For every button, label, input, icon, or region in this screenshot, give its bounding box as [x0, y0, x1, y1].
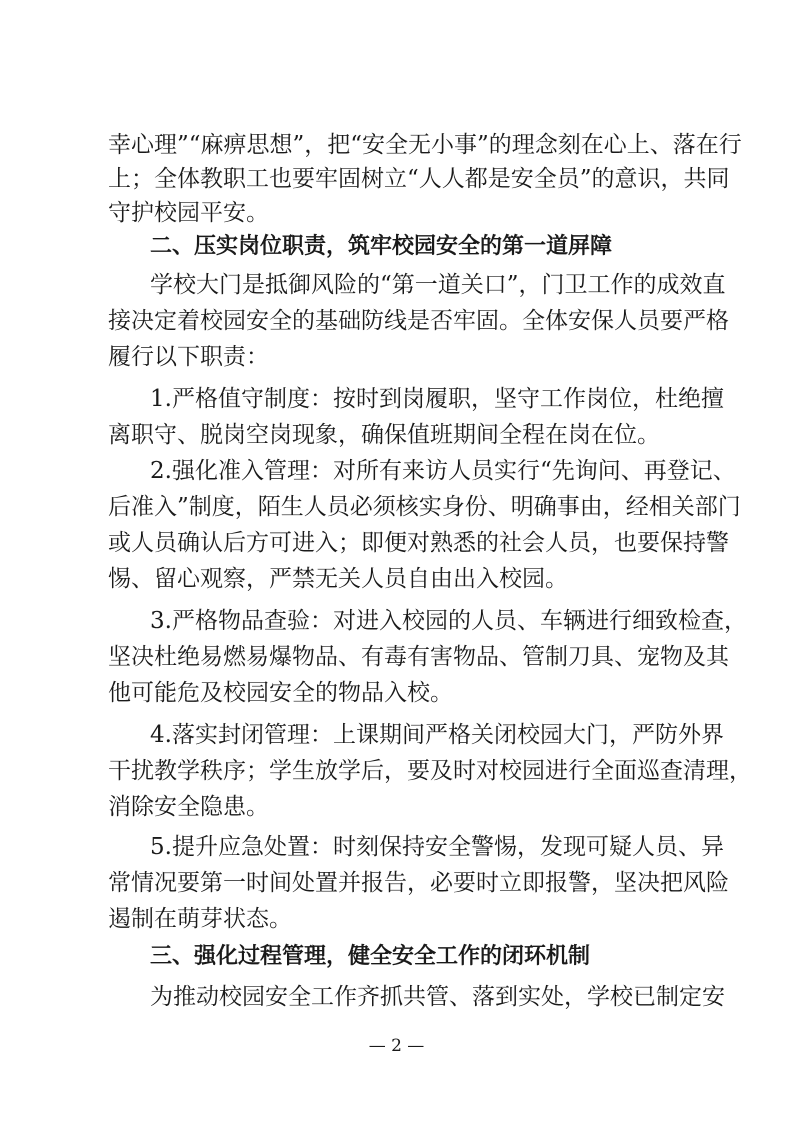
paragraph-line: 幸心理”“麻痹思想”，把“安全无小事”的理念刻在心上、落在行 — [108, 132, 742, 158]
paragraph-line: 接决定着校园安全的基础防线是否牢固。全体安保人员要严格 — [108, 308, 729, 334]
paragraph-line: 学校大门是抵御风险的“第一道关口”，门卫工作的成效直 — [150, 272, 726, 298]
list-item-1: 1.严格值守制度：按时到岗履职，坚守工作岗位，杜绝擅 — [150, 386, 724, 412]
list-item-2: 2.强化准入管理：对所有来访人员实行“先询问、再登记、 — [150, 458, 736, 484]
section-heading-3: 三、强化过程管理，健全安全工作的闭环机制 — [150, 944, 591, 969]
paragraph-line: 后准入”制度，陌生人员必须核实身份、明确事由，经相关部门 — [108, 494, 741, 520]
paragraph-line: 他可能危及校园安全的物品入校。 — [108, 680, 453, 706]
paragraph-line: 为推动校园安全工作齐抓共管、落到实处，学校已制定安 — [150, 984, 725, 1010]
paragraph-line: 干扰教学秩序；学生放学后，要及时对校园进行全面巡查清理， — [108, 758, 752, 784]
section-heading-2: 二、压实岗位职责，筑牢校园安全的第一道屏障 — [150, 234, 613, 259]
page-number: — 2 — — [368, 1036, 425, 1056]
paragraph-line: 上；全体教职工也要牢固树立“人人都是安全员”的意识，共同 — [108, 166, 730, 192]
paragraph-line: 消除安全隐患。 — [108, 794, 269, 820]
paragraph-line: 坚决杜绝易燃易爆物品、有毒有害物品、管制刀具、宠物及其 — [108, 644, 729, 670]
paragraph-line: 履行以下职责： — [108, 344, 269, 370]
paragraph-line: 惕、留心观察，严禁无关人员自由出入校园。 — [108, 566, 568, 592]
paragraph-line: 守护校园平安。 — [108, 200, 269, 226]
paragraph-line: 或人员确认后方可进入；即便对熟悉的社会人员，也要保持警 — [108, 530, 729, 556]
paragraph-line: 常情况要第一时间处置并报告，必要时立即报警，坚决把风险 — [108, 870, 729, 896]
paragraph-line: 离职守、脱岗空岗现象，确保值班期间全程在岗在位。 — [108, 422, 660, 448]
list-item-5: 5.提升应急处置：时刻保持安全警惕，发现可疑人员、异 — [150, 834, 724, 860]
list-item-3: 3.严格物品查验：对进入校园的人员、车辆进行细致检查， — [150, 608, 747, 634]
list-item-4: 4.落实封闭管理：上课期间严格关闭校园大门，严防外界 — [150, 722, 724, 748]
paragraph-line: 遏制在萌芽状态。 — [108, 906, 292, 932]
